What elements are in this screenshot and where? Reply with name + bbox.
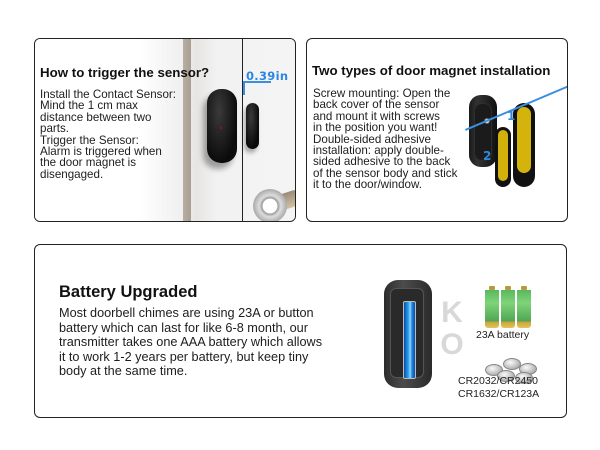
text-line: Alarm is triggered when xyxy=(40,145,162,159)
text-line: Mind the 1 cm max xyxy=(40,99,138,113)
coin-battery-label: CR2032/CR2450 xyxy=(458,375,538,387)
adhesive-yellow xyxy=(498,130,508,181)
battery-cap xyxy=(489,286,495,290)
battery-cap xyxy=(521,286,527,290)
text-line: Most doorbell chimes are using 23A or button xyxy=(59,306,314,320)
panel-body xyxy=(59,306,322,379)
door-magnet-icon xyxy=(246,103,259,149)
panel-title: How to trigger the sensor? xyxy=(40,65,210,80)
text-line: parts. xyxy=(40,122,69,136)
watermark xyxy=(439,297,465,361)
text-line: Screw mounting: Open the xyxy=(313,87,451,100)
installation-panel xyxy=(306,38,568,222)
text-line: sided adhesive to the back xyxy=(313,155,451,169)
text-line: it to work 1-2 years per battery, but keep tiny xyxy=(59,349,309,364)
trigger-sensor-panel xyxy=(34,38,296,222)
text-line: installation: apply double- xyxy=(313,144,444,158)
transmitter-battery-compartment-icon xyxy=(384,280,432,388)
text-line: it to the door/window. xyxy=(313,178,422,192)
text-line: Trigger the Sensor: xyxy=(40,133,139,147)
watermark-letter: K xyxy=(441,296,463,329)
23a-battery-icon xyxy=(485,286,533,328)
battery-cell xyxy=(517,286,531,328)
measure-tick xyxy=(243,81,245,95)
text-line: Install the Contact Sensor: xyxy=(40,88,176,101)
battery-cap xyxy=(505,286,511,290)
text-line: back cover of the sensor xyxy=(313,98,440,112)
marker-2: 2 xyxy=(483,149,492,163)
text-line: battery which can last for like 6-8 month, our xyxy=(59,320,308,335)
battery-cell xyxy=(485,286,499,328)
text-line: and mount it with screws xyxy=(313,109,440,123)
23a-battery-label: 23A battery xyxy=(476,329,530,341)
battery-panel xyxy=(34,244,567,418)
door-gap-line xyxy=(242,39,243,221)
text-line: disengaged. xyxy=(40,167,104,181)
adhesive-yellow xyxy=(517,107,531,173)
text-line: of the sensor body and stick xyxy=(313,166,458,180)
text-line: distance between two xyxy=(40,110,152,124)
panel-title: Two types of door magnet installation xyxy=(312,63,551,78)
text-line: transmitter takes one AAA battery which allows xyxy=(59,335,323,349)
door-handle-icon xyxy=(253,189,287,222)
text-line: Double-sided adhesive xyxy=(313,132,431,146)
panel-body xyxy=(313,88,457,191)
text-line: body at the same time. xyxy=(59,364,188,378)
contact-sensor-icon xyxy=(207,89,237,163)
marker-1: 1 xyxy=(507,109,516,123)
sensor-adhesive-strip-icon xyxy=(513,103,535,187)
led-indicator-icon xyxy=(220,127,222,129)
text-line: the door magnet is xyxy=(40,156,137,170)
battery-cell xyxy=(501,286,515,328)
battery-cavity xyxy=(390,288,424,378)
panel-body xyxy=(40,89,176,180)
coin-battery-label: CR1632/CR123A xyxy=(458,388,540,400)
text-line: in the position you want! xyxy=(313,121,438,135)
aaa-battery-icon xyxy=(403,301,416,379)
magnet-adhesive-strip-icon xyxy=(495,127,511,187)
gap-measurement-label: 0.39in xyxy=(246,69,289,83)
panel-title: Battery Upgraded xyxy=(59,283,198,301)
watermark-letter: O xyxy=(440,328,464,361)
